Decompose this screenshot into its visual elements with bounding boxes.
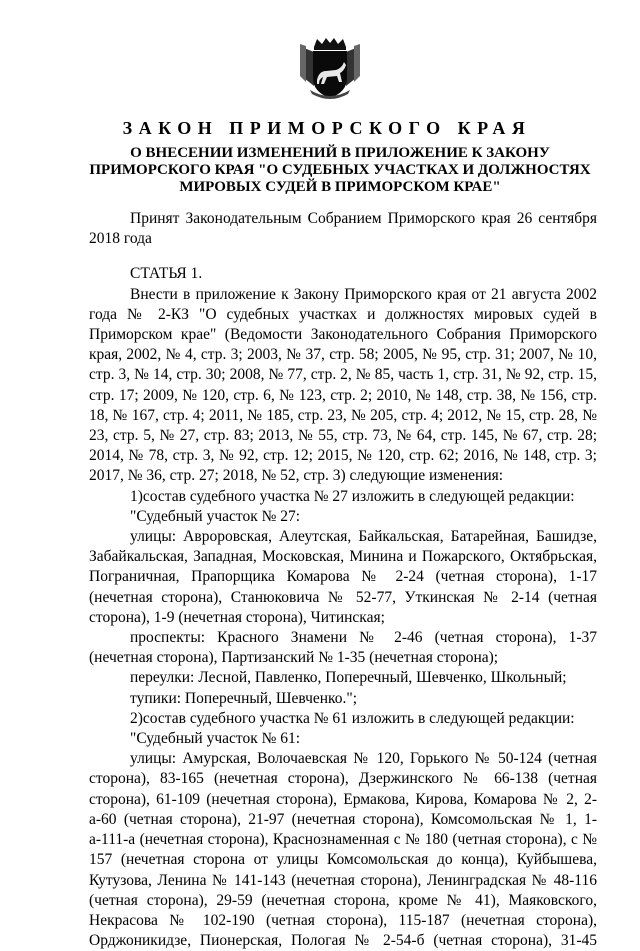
article-intro-paragraph: Внести в приложение к Закону Приморского края от 21 августа 2002 года № 2-КЗ "О судебных участках и должностях мировых судей в Приморском крае" (Ведомости Законодательного Собрания Приморского края, 2002, № 4, стр. 3; 2003, № 37, стр. 58; 2005, № 95, стр. 31; 2007, № 10, стр. 3, № 14, стр. 30; 2008, № 77, стр. 2, № 85, часть 1, стр. 31, № 92, стр. 15, стр. 17; 2009, № 120, стр. 6, № 123, стр. 2; 2010, № 148, стр. 38, № 156, стр. 18, № 167, стр. 4; 2011, № 185, стр. 23, № 205, стр. 4; 2012, № 15, стр. 28, № 23, стр. 5, № 27, стр. 83; 2013, № 55, стр. 73, № 64, стр. 145, № 67, стр. 28; 2014, № 78, стр. 3, № 92, стр. 12; 2015, № 120, стр. 62; 2016, № 148, стр. 3; 2017, № 36, стр. 27; 2018, № 52, стр. 3) следующие изменения: <box>89 285 597 485</box>
law-subtitle: О ВНЕСЕНИИ ИЗМЕНЕНИЙ В ПРИЛОЖЕНИЕ К ЗАКОНУ ПРИМОРСКОГО КРАЯ "О СУДЕБНЫХ УЧАСТКАХ И ДОЛЖНОСТЯХ МИРОВЫХ СУДЕЙ В ПРИМОРСКОМ КРАЕ" <box>89 145 591 195</box>
item-2-quote-start: "Судебный участок № 61: <box>130 730 301 748</box>
document-body <box>89 209 597 951</box>
item-2-streets: улицы: Амурская, Волочаевская № 120, Горького № 50-124 (четная сторона), 83-165 (нечетная сторона), Дзержинского № 66-138 (четная сторона), 61-109 (нечетная сторона), Ермакова, Кирова, Комарова № 2, 2-а-60 (четная сторона), 21-97 (нечетная сторона), Комсомольская № 1, 1-а-111-а (нечетная сторона), Краснознаменная с № 180 (четная сторона), с № 157 (нечетная сторона от улицы Комсомольская до конца), Куйбышева, Кутузова, Ленина № 141-143 (нечетная сторона), Ленинградская № 48-116 (четная сторона), 29-59 (нечетная сторона, кроме № 41), Маяковского, Некрасова № 102-190 (четная сторона), 115-187 (нечетная сторона), Орджоникидзе, Пионерская, Пологая № 2-54-б (четная сторона), 31-45 <box>89 750 597 950</box>
item-1-lanes: переулки: Лесной, Павленко, Поперечный, Шевченко, Школьный; <box>130 669 567 687</box>
primorye-coat-of-arms-icon <box>300 38 360 100</box>
law-title: ЗАКОН ПРИМОРСКОГО КРАЯ <box>122 118 532 138</box>
item-1-streets: улицы: Авроровская, Алеутская, Байкальская, Батарейная, Башидзе, Забайкальская, Западная, Московская, Минина и Пожарского, Октябрьская, Пограничная, Прапорщика Комарова № 2-24 (четная сторона), 1-17 (нечетная сторона), Станюковича № 52-77, Уткинская № 2-14 (четная сторона), 1-9 (нечетная сторона), Читинская; <box>89 528 597 626</box>
item-1-avenues: проспекты: Красного Знамени № 2-46 (четная сторона), 1-37 (нечетная сторона), Партизанский № 1-35 (нечетная сторона); <box>89 629 597 667</box>
adoption-statement: Принят Законодательным Собранием Приморского края 26 сентября 2018 года <box>89 210 597 248</box>
item-1-deadends: тупики: Поперечный, Шевченко."; <box>130 689 358 707</box>
item-2: 2)состав судебного участка № 61 изложить в следующей редакции: <box>130 709 575 727</box>
article-heading: СТАТЬЯ 1. <box>130 265 203 283</box>
item-1: 1)состав судебного участка № 27 изложить в следующей редакции: <box>130 487 575 505</box>
item-1-quote-start: "Судебный участок № 27: <box>130 507 301 525</box>
